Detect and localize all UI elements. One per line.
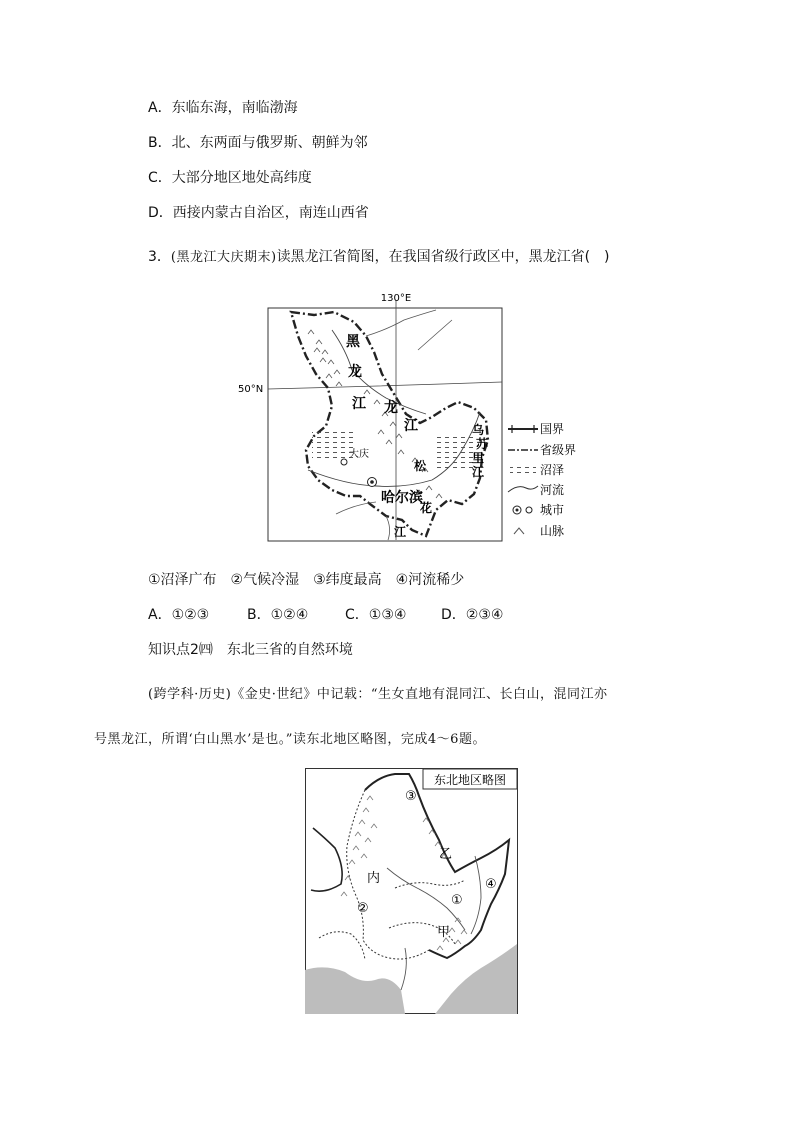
legend-mountain: 山脉 [540, 524, 565, 538]
option-b: B．北、东两面与俄罗斯、朝鲜为邻 [148, 135, 368, 151]
label-nei: 内 [367, 871, 381, 886]
legend-marsh: 沼泽 [540, 463, 565, 477]
legend-city: 城市 [540, 503, 565, 517]
heilongjiang-map [236, 290, 596, 548]
statements: ①沼泽广布 ②气候冷湿 ③纬度最高 ④河流稀少 [148, 572, 465, 588]
map-legend [508, 422, 576, 538]
question-text: 读黑龙江省简图，在我国省级行政区中，黑龙江省( ) [276, 249, 610, 265]
question-number: 3． [148, 249, 171, 265]
label-jiang-3: 江 [472, 465, 485, 479]
label-3: ③ [405, 789, 417, 804]
city-daqing-marker [341, 459, 347, 465]
legend-national-border: 国界 [540, 422, 565, 436]
option-c: C．大部分地区地处高纬度 [148, 170, 312, 186]
label-li: 里 [472, 451, 485, 465]
label-1: ① [451, 893, 463, 908]
city-harbin-dot [370, 480, 374, 484]
passage-line-2: 号黑龙江，所谓‘白山黑水’是也。”读东北地区略图，完成4～6题。 [94, 732, 486, 747]
answer-c: C．①③④ [345, 607, 407, 623]
knowledge-point: 知识点2㈣ 东北三省的自然环境 [148, 642, 353, 658]
question-3 [148, 248, 610, 267]
marsh-east [434, 436, 476, 468]
legend-city-dot [516, 509, 519, 512]
city-daqing: 大庆 [349, 449, 369, 460]
label-hua: 花 [420, 501, 433, 515]
label-jiang: 江 [352, 396, 366, 412]
legend-mountain-symbol [514, 528, 524, 534]
map2-title: 东北地区略图 [433, 773, 507, 787]
label-long-river: 龙 [348, 364, 362, 380]
label-jia: 甲 [437, 925, 451, 940]
label-jiang-2: 江 [404, 418, 418, 434]
label-2: ② [357, 901, 369, 916]
question-source: (黑龙江大庆期末) [170, 250, 277, 265]
option-a: A．东临东海，南临渤海 [148, 100, 298, 116]
passage-line-1: (跨学科·历史)《金史·世纪》中记载：“生女直地有混同江、长白山，混同江亦 [148, 687, 608, 702]
label-su: 苏 [476, 437, 489, 451]
lon-label: 130°E [380, 293, 412, 304]
legend-marsh-symbol [510, 464, 536, 474]
answer-a: A．①②③ [148, 607, 210, 623]
label-jiang-4: 江 [394, 525, 407, 539]
label-long: 龙 [384, 400, 398, 416]
label-4: ④ [485, 877, 497, 892]
marsh-west [312, 430, 354, 460]
legend-provincial-border: 省级界 [540, 443, 577, 457]
label-wu: 乌 [472, 423, 485, 437]
legend-town-symbol [526, 507, 532, 513]
option-d: D．西接内蒙古自治区，南连山西省 [148, 205, 369, 221]
label-hei: 黑 [346, 334, 360, 350]
label-song: 松 [414, 459, 427, 473]
city-harbin: 哈尔滨 [381, 490, 423, 506]
northeast-china-map [305, 768, 519, 1015]
legend-river-symbol [508, 486, 538, 492]
label-yi: 乙 [439, 847, 453, 862]
answer-b: B．①②④ [247, 607, 309, 623]
legend-river: 河流 [540, 483, 565, 497]
answer-d: D．②③④ [441, 607, 504, 623]
lat-label: 50°N [238, 384, 264, 395]
map-frame [268, 308, 502, 541]
